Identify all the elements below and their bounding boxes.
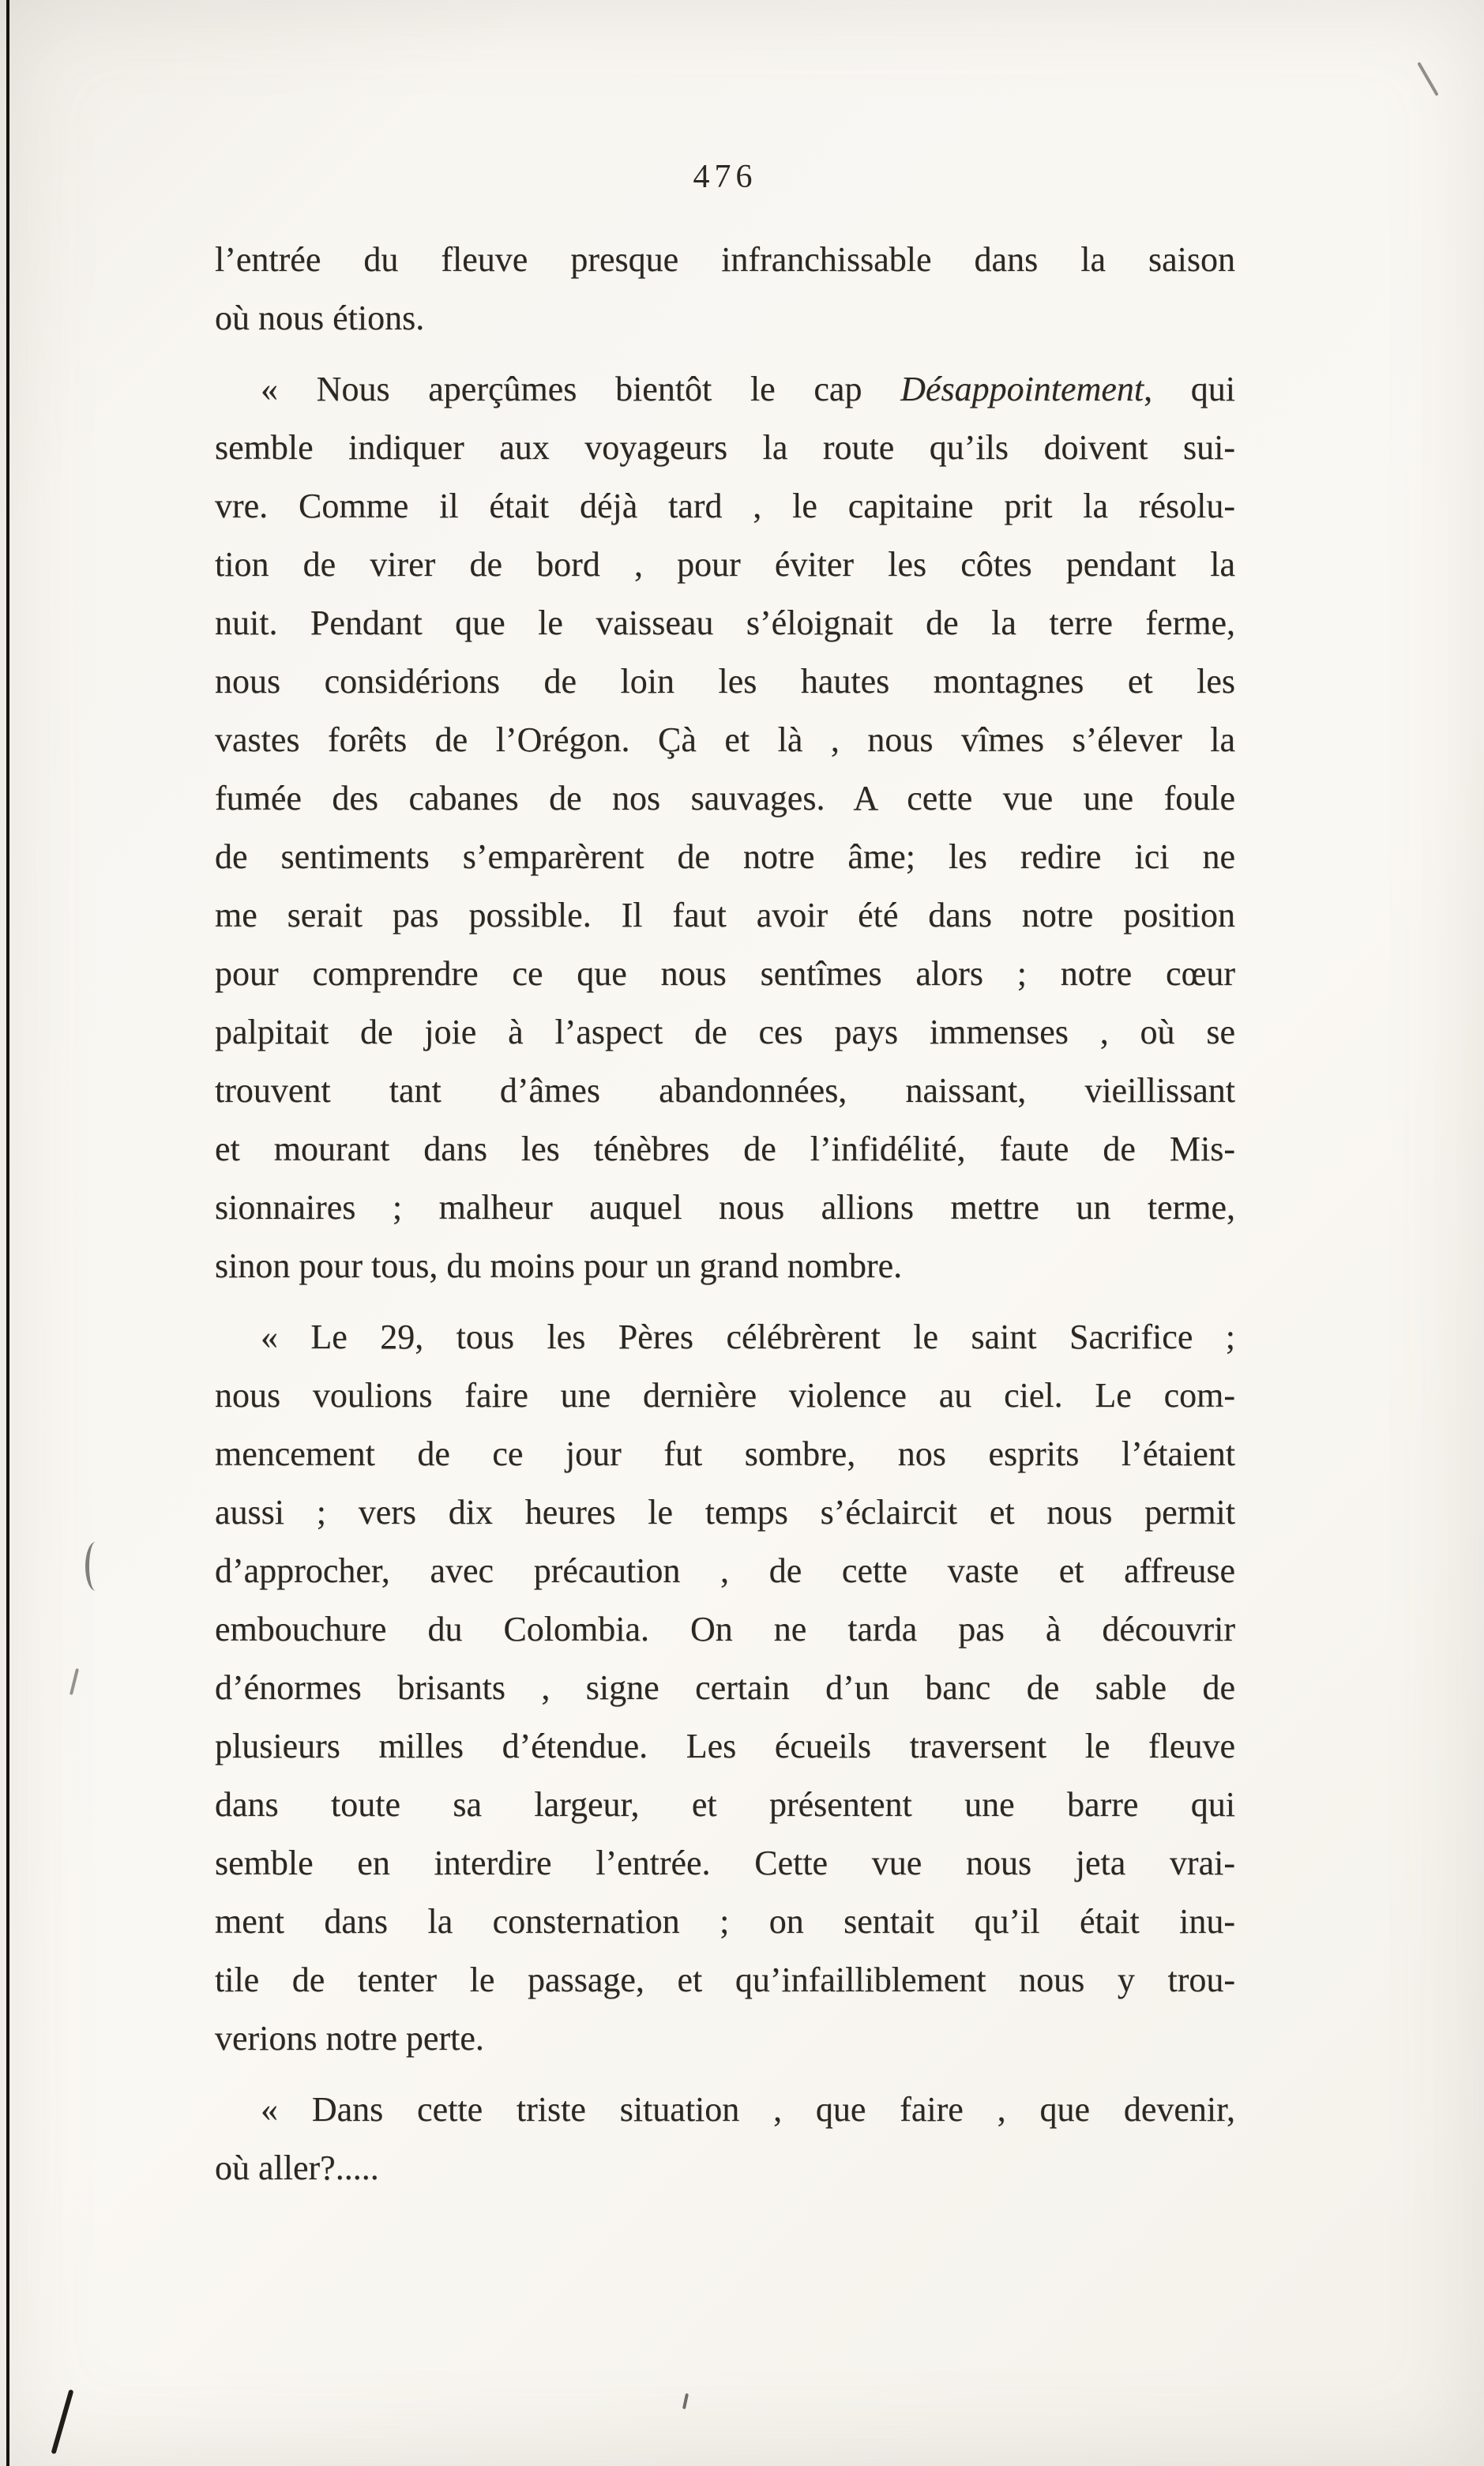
- scan-artifact-left-small-stroke: [70, 1668, 79, 1695]
- text-line: « Dans cette triste situation , que faire , que devenir,: [261, 2090, 1235, 2129]
- text-line: palpitait de joie à l’aspect de ces pays immenses , où se: [215, 1013, 1235, 1051]
- scan-artifact-left-paren-mark: [85, 1542, 106, 1591]
- text-line: embouchure du Colombia. On ne tarda pas à découvrir: [215, 1610, 1235, 1648]
- text-block: [215, 231, 1235, 2197]
- text-line: plusieurs milles d’étendue. Les écueils traversent le fleuve: [215, 1727, 1235, 1765]
- scan-artifact-top-right-stroke: [1417, 62, 1438, 96]
- text-line: vre. Comme il était déjà tard , le capitaine prit la résolu-: [215, 487, 1235, 525]
- text-line: nous considérions de loin les hautes montagnes et les: [215, 662, 1235, 701]
- text-line: de sentiments s’emparèrent de notre âme; les redire ici ne: [215, 837, 1235, 876]
- paragraph: [215, 231, 1235, 348]
- text-segment: « Nous aperçûmes bientôt le cap: [261, 370, 901, 408]
- text-line: mencement de ce jour fut sombre, nos esprits l’étaient: [215, 1434, 1235, 1473]
- text-line: ment dans la consternation ; on sentait qu’il était inu-: [215, 1902, 1235, 1941]
- text-line: verions notre perte.: [215, 2019, 484, 2058]
- text-segment: , qui: [1144, 370, 1236, 408]
- text-line: où aller?.....: [215, 2148, 379, 2187]
- text-line: l’entrée du fleuve presque infranchissable dans la saison: [215, 240, 1235, 279]
- text-line: nuit. Pendant que le vaisseau s’éloignait de la terre ferme,: [215, 603, 1235, 642]
- text-line: aussi ; vers dix heures le temps s’éclaircit et nous permit: [215, 1493, 1235, 1532]
- text-line: [215, 360, 1235, 419]
- text-line: semble indiquer aux voyageurs la route qu’ils doivent sui-: [215, 428, 1235, 467]
- paragraph: [215, 1308, 1235, 2068]
- text-line: dans toute sa largeur, et présentent une barre qui: [215, 1785, 1235, 1824]
- text-line: sionnaires ; malheur auquel nous allions mettre un terme,: [215, 1188, 1235, 1227]
- book-spine-edge-line: [6, 0, 9, 2466]
- paragraph: [215, 360, 1235, 1295]
- text-line: où nous étions.: [215, 299, 425, 337]
- text-line: sinon pour tous, du moins pour un grand nombre.: [215, 1246, 903, 1285]
- page-number: 476: [693, 159, 757, 195]
- text-line: d’énormes brisants , signe certain d’un banc de sable de: [215, 1668, 1235, 1707]
- text-line: fumée des cabanes de nos sauvages. A cette vue une foule: [215, 779, 1235, 818]
- paragraph: [215, 2081, 1235, 2197]
- text-line: trouvent tant d’âmes abandonnées, naissant, vieillissant: [215, 1071, 1235, 1110]
- scan-artifact-bottom-left-pen-stroke: [51, 2389, 74, 2454]
- text-line: tion de virer de bord , pour éviter les côtes pendant la: [215, 545, 1235, 584]
- text-line: pour comprendre ce que nous sentîmes alors ; notre cœur: [215, 954, 1235, 993]
- text-line: me serait pas possible. Il faut avoir été dans notre position: [215, 896, 1235, 934]
- text-line: vastes forêts de l’Orégon. Çà et là , nous vîmes s’élever la: [215, 720, 1235, 759]
- scan-artifact-bottom-center-tick: [682, 2393, 689, 2409]
- text-line: semble en interdire l’entrée. Cette vue nous jeta vrai-: [215, 1844, 1235, 1882]
- text-line: et mourant dans les ténèbres de l’infidélité, faute de Mis-: [215, 1130, 1235, 1168]
- text-line: nous voulions faire une dernière violence au ciel. Le com-: [215, 1376, 1235, 1415]
- text-line: « Le 29, tous les Pères célébrèrent le saint Sacrifice ;: [261, 1318, 1235, 1356]
- text-line: d’approcher, avec précaution , de cette vaste et affreuse: [215, 1551, 1235, 1590]
- text-line: tile de tenter le passage, et qu’infailliblement nous y trou-: [215, 1960, 1235, 1999]
- italic-text: Désappointement: [900, 370, 1144, 408]
